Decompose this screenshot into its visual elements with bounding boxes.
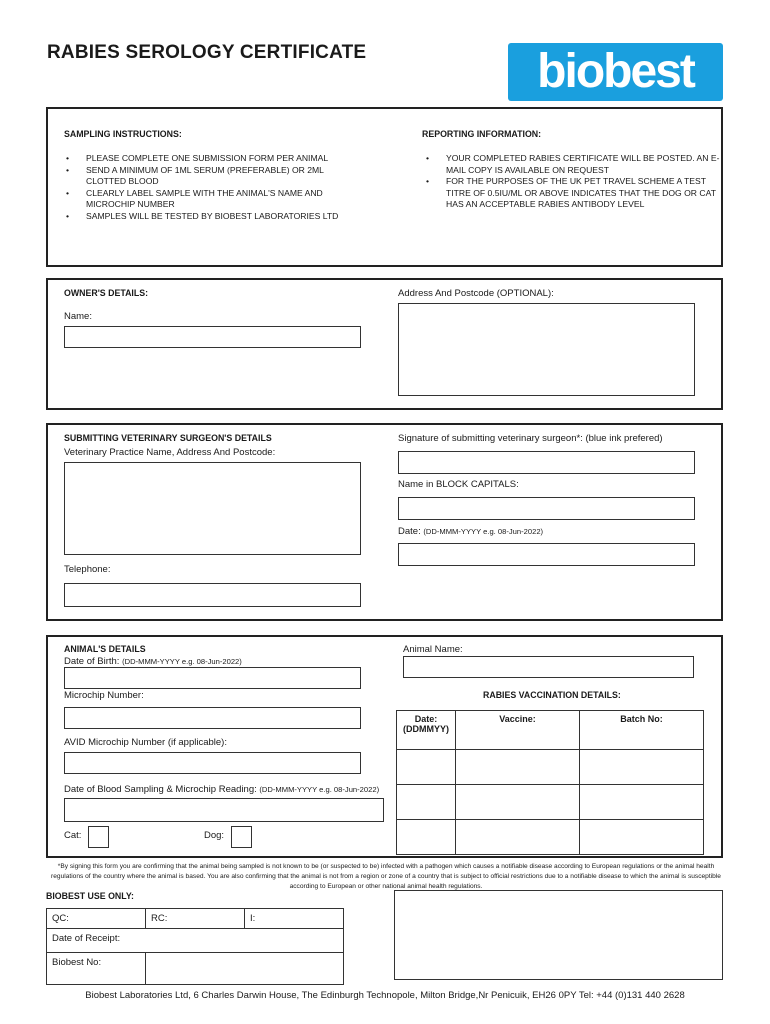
vaccination-cell[interactable] xyxy=(580,785,704,820)
cat-checkbox[interactable] xyxy=(88,826,109,848)
animal-dob-format: (DD-MMM-YYYY e.g. 08-Jun-2022) xyxy=(122,657,242,666)
vet-block-capitals-field[interactable] xyxy=(398,497,695,520)
table-row xyxy=(397,750,704,785)
list-item: • CLEARLY LABEL SAMPLE WITH THE ANIMAL'S NAME AND MICROCHIP NUMBER xyxy=(86,188,358,211)
avid-microchip-field[interactable] xyxy=(64,752,361,774)
cat-label: Cat: xyxy=(64,830,82,841)
vet-date-text: Date: xyxy=(398,526,421,537)
biobest-logo: biobest xyxy=(508,43,723,101)
vet-date-label xyxy=(398,526,543,537)
biobest-use-heading: BIOBEST USE ONLY: xyxy=(46,891,134,901)
blood-sampling-label xyxy=(64,784,379,795)
animal-details-heading: ANIMAL'S DETAILS xyxy=(64,644,146,654)
vaccination-table xyxy=(396,710,704,855)
owner-address-label: Address And Postcode (OPTIONAL): xyxy=(398,288,554,299)
vaccination-cell[interactable] xyxy=(397,785,456,820)
vaccination-cell[interactable] xyxy=(456,750,580,785)
i-cell[interactable]: I: xyxy=(245,909,344,929)
owner-address-field[interactable] xyxy=(398,303,695,396)
vaccination-date-header: Date: (DDMMYY) xyxy=(397,711,456,750)
reporting-information-heading: REPORTING INFORMATION: xyxy=(422,129,542,139)
vet-details-heading: SUBMITTING VETERINARY SURGEON'S DETAILS xyxy=(64,433,272,443)
vet-date-field[interactable] xyxy=(398,543,695,566)
vaccination-cell[interactable] xyxy=(397,750,456,785)
avid-microchip-label: AVID Microchip Number (if applicable): xyxy=(64,737,227,748)
sampling-instructions-list xyxy=(64,153,358,222)
vaccination-cell[interactable] xyxy=(456,820,580,855)
rc-cell[interactable]: RC: xyxy=(146,909,245,929)
list-item: • YOUR COMPLETED RABIES CERTIFICATE WILL BE POSTED. AN E-MAIL COPY IS AVAILABLE ON REQUEST xyxy=(446,153,728,176)
vaccination-cell[interactable] xyxy=(580,750,704,785)
owner-name-field[interactable] xyxy=(64,326,361,348)
animal-name-label: Animal Name: xyxy=(403,644,463,655)
lab-stamp-box[interactable] xyxy=(394,890,723,980)
vet-practice-label: Veterinary Practice Name, Address And Postcode: xyxy=(64,447,276,458)
dog-checkbox[interactable] xyxy=(231,826,252,848)
vaccination-cell[interactable] xyxy=(456,785,580,820)
vaccination-heading: RABIES VACCINATION DETAILS: xyxy=(483,690,621,700)
animal-dob-label xyxy=(64,656,242,667)
qc-cell[interactable]: QC: xyxy=(47,909,146,929)
table-row xyxy=(397,820,704,855)
vet-signature-field[interactable] xyxy=(398,451,695,474)
blood-sampling-text: Date of Blood Sampling & Microchip Reading: xyxy=(64,784,257,795)
list-item: • SAMPLES WILL BE TESTED BY BIOBEST LABORATORIES LTD xyxy=(86,211,358,223)
table-row xyxy=(397,711,704,750)
vaccination-batch-header: Batch No: xyxy=(580,711,704,750)
list-item: • FOR THE PURPOSES OF THE UK PET TRAVEL SCHEME A TEST TITRE OF 0.5IU/ML OR ABOVE INDICATES THAT THE DOG OR CAT HAS AN ACCEPTABLE RABIES ANTIBODY LEVEL xyxy=(446,176,728,211)
table-row xyxy=(47,929,344,953)
vet-date-format: (DD-MMM-YYYY e.g. 08-Jun-2022) xyxy=(423,527,544,536)
table-row xyxy=(47,909,344,929)
sampling-instructions-heading: SAMPLING INSTRUCTIONS: xyxy=(64,129,182,139)
vet-telephone-label: Telephone: xyxy=(64,564,111,575)
microchip-number-label: Microchip Number: xyxy=(64,690,144,701)
table-row xyxy=(397,785,704,820)
reporting-information-list xyxy=(424,153,728,211)
vet-block-capitals-label: Name in BLOCK CAPITALS: xyxy=(398,479,519,490)
vaccination-cell[interactable] xyxy=(397,820,456,855)
animal-dob-field[interactable] xyxy=(64,667,361,689)
list-item: • PLEASE COMPLETE ONE SUBMISSION FORM PER ANIMAL xyxy=(86,153,358,165)
blood-sampling-format: (DD-MMM-YYYY e.g. 08-Jun-2022) xyxy=(259,785,380,794)
signature-disclaimer: *By signing this form you are confirming that the animal being sampled is not known to be (or suspected to be) infected with a pathogen which causes a notifiable disease according to European regulations or the animal health regulations of the country where the animal is based. You are also confirming that the animal is not from a region or zone of a country that is subject to official restrictions due to a notifiable disease to which the animal is susceptible according to European or other national animal health regulations. xyxy=(51,863,721,890)
microchip-number-field[interactable] xyxy=(64,707,361,729)
biobest-no-value-cell[interactable] xyxy=(146,953,344,985)
biobest-no-cell[interactable]: Biobest No: xyxy=(47,953,146,985)
owner-details-heading: OWNER'S DETAILS: xyxy=(64,288,149,298)
animal-dob-text: Date of Birth: xyxy=(64,656,120,667)
dog-label: Dog: xyxy=(204,830,225,841)
vaccination-vaccine-header: Vaccine: xyxy=(456,711,580,750)
vet-practice-field[interactable] xyxy=(64,462,361,555)
page-title: RABIES SEROLOGY CERTIFICATE xyxy=(47,42,367,63)
list-item: • SEND A MINIMUM OF 1ML SERUM (PREFERABLE) OR 2ML CLOTTED BLOOD xyxy=(86,165,358,188)
vaccination-cell[interactable] xyxy=(580,820,704,855)
biobest-use-table xyxy=(46,908,344,985)
table-row xyxy=(47,953,344,985)
blood-sampling-field[interactable] xyxy=(64,798,384,822)
date-of-receipt-cell[interactable]: Date of Receipt: xyxy=(47,929,344,953)
vet-signature-label: Signature of submitting veterinary surgeon*: (blue ink prefered) xyxy=(398,433,663,444)
animal-name-field[interactable] xyxy=(403,656,694,678)
footer-address: Biobest Laboratories Ltd, 6 Charles Darwin House, The Edinburgh Technopole, Milton Bridge,Nr Penicuik, EH26 0PY Tel: +44 (0)131 440 2628 xyxy=(85,990,685,1001)
vet-telephone-field[interactable] xyxy=(64,583,361,607)
owner-name-label: Name: xyxy=(64,311,92,322)
